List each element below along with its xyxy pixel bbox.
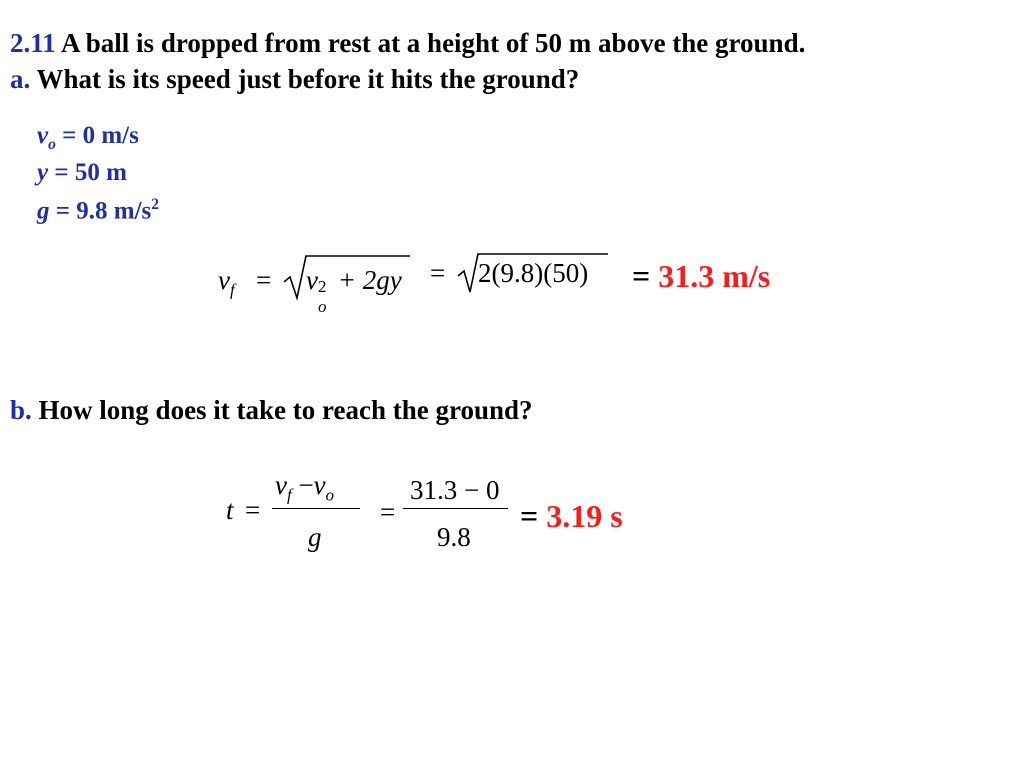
eq1-result: = 31.3 m/s [632,258,771,294]
eq2-lhs: t [226,495,234,525]
part-b-text: How long does it take to reach the ground? [38,395,533,425]
eq1-lhs: $v_f$ [218,265,235,300]
given-g: g = 9.8 $m/s^2$ [37,196,159,225]
part-a-label: a. [10,64,31,94]
eq2-equals: = [245,495,261,525]
eq2-numerator: $v_f -v_o$ [275,470,334,505]
part-b-label: b. [10,395,32,425]
eq1-radicand: v 2 o + 2gy [306,265,402,316]
eq2-result: = 3.19 s [520,498,623,534]
fraction-bar [272,508,360,509]
problem-text: A ball is dropped from rest at a height of 50 m above the ground. [61,28,806,58]
given-y: y = 50 m [37,159,127,186]
eq1-equals: = [256,265,272,295]
eq1-step-equals: = [430,258,446,288]
eq1-step-radicand: 2(9.8)(50) [478,258,589,288]
eq2-step-denominator: 9.8 [437,522,471,552]
problem-number: 2.11 [10,28,56,58]
fraction-bar [403,508,508,509]
part-a-question [10,64,579,95]
part-a-text: What is its speed just before it hits the ground? [36,64,580,94]
eq2-step-equals: = [380,497,396,527]
eq2-denominator: g [308,522,322,552]
problem-statement [10,28,805,59]
part-b-question [10,395,533,426]
given-v0: $v_o = 0$ m/s [37,122,139,153]
eq2-step-numerator: 31.3 − 0 [410,475,500,505]
